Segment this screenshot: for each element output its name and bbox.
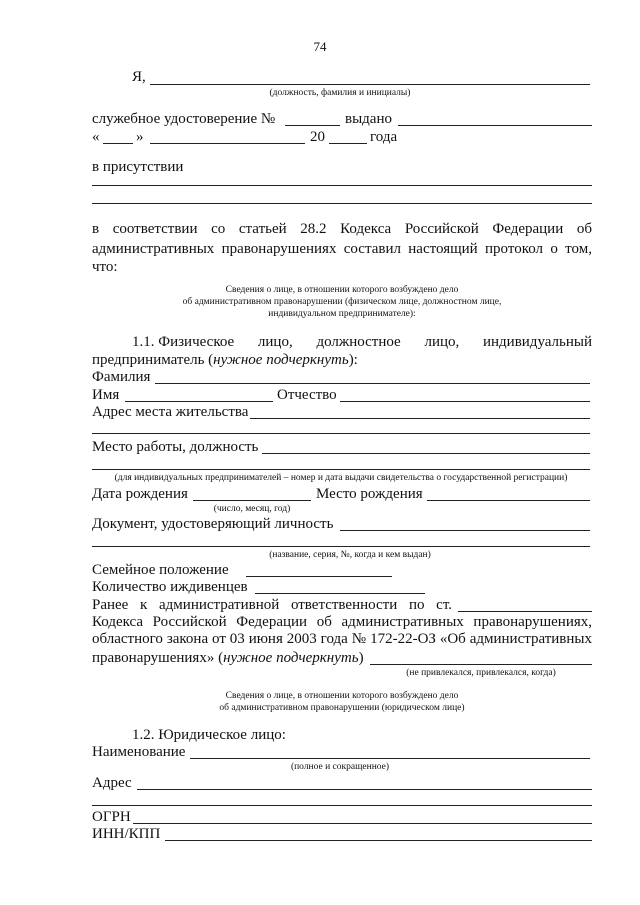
issued-label: выдано xyxy=(345,111,392,127)
legal-header-line-2: об административном правонарушении (юридическом лице) xyxy=(219,703,465,713)
heading-word: 1.1. Физическое xyxy=(132,334,235,350)
section-1-2-title: 1.2. Юридическое лицо: xyxy=(132,727,286,743)
naming-caption: (полное и сокращенное) xyxy=(290,762,390,772)
birth-date-line[interactable] xyxy=(193,500,311,501)
patronymic-label: Отчество xyxy=(277,387,337,403)
close-quote: » xyxy=(136,129,144,145)
law-end-text: правонарушениях» ( xyxy=(92,650,224,666)
prior-word: по xyxy=(408,597,425,613)
dependents-line[interactable] xyxy=(255,593,425,594)
intro-line-3: что: xyxy=(92,259,118,275)
ogrn-line[interactable] xyxy=(133,823,592,824)
birth-place-line[interactable] xyxy=(427,500,590,501)
section-1-1-heading xyxy=(132,333,592,351)
work-line-1[interactable] xyxy=(262,453,590,454)
prior-liability-field[interactable] xyxy=(370,664,592,665)
year-label: года xyxy=(370,129,398,145)
prior-word: административной xyxy=(159,597,280,613)
heading-word: должностное xyxy=(316,334,401,350)
dependents-label: Количество иждивенцев xyxy=(92,579,248,595)
prior-word: ст. xyxy=(436,597,452,613)
officer-field-line[interactable] xyxy=(150,84,590,85)
id-caption: (название, серия, №, когда и кем выдан) xyxy=(269,550,431,560)
ya-label: Я, xyxy=(132,69,146,85)
kodeks-line: Кодекса Российской Федерации об административных правонарушениях, xyxy=(92,614,592,630)
subheading-text: предприниматель ( xyxy=(92,352,214,368)
issued-by-line[interactable] xyxy=(398,125,592,126)
heading-word: лицо, xyxy=(257,334,293,350)
prior-word: Ранее xyxy=(92,597,129,613)
ip-caption: (для индивидуальных предпринимателей – номер и дата выдачи свидетельства о государственной регистрации) xyxy=(114,473,568,483)
law-line: областного закона от 03 июня 2003 года № 172-22-ОЗ «Об административных xyxy=(92,631,592,647)
inn-label: ИНН/КПП xyxy=(92,826,161,842)
patronymic-line[interactable] xyxy=(340,401,590,402)
section-1-1-subheading xyxy=(92,351,358,369)
cert-label: служебное удостоверение № xyxy=(92,111,276,127)
work-line-2[interactable] xyxy=(92,469,590,470)
year-line[interactable] xyxy=(329,143,367,144)
law-end xyxy=(92,649,364,667)
heading-word: индивидуальный xyxy=(482,334,592,350)
surname-line[interactable] xyxy=(155,383,590,384)
subheading-italic: нужное подчеркнуть xyxy=(213,352,349,368)
date-caption: (число, месяц, год) xyxy=(213,504,291,514)
family-label: Семейное положение xyxy=(92,562,229,578)
legal-address-line-1[interactable] xyxy=(137,789,592,790)
heading-word: лицо, xyxy=(424,334,460,350)
naming-line[interactable] xyxy=(190,758,590,759)
legal-address-line-2[interactable] xyxy=(92,805,592,806)
open-quote: « xyxy=(92,129,100,145)
year-prefix: 20 xyxy=(310,129,325,145)
day-line[interactable] xyxy=(103,143,133,144)
presence-label: в присутствии xyxy=(92,159,184,175)
prior-caption: (не привлекался, привлекался, когда) xyxy=(406,668,556,678)
id-doc-line-1[interactable] xyxy=(340,530,590,531)
intro-line-1: в соответствии со статьей 28.2 Кодекса Российской Федерации об xyxy=(92,221,592,237)
person-header-line-1: Сведения о лице, в отношении которого возбуждено дело xyxy=(225,285,459,295)
work-label: Место работы, должность xyxy=(92,439,259,455)
month-line[interactable] xyxy=(150,143,305,144)
prior-word: ответственности xyxy=(290,597,398,613)
birth-place-label: Место рождения xyxy=(316,486,423,502)
id-doc-line-2[interactable] xyxy=(92,546,590,547)
legal-address-label: Адрес xyxy=(92,775,132,791)
legal-header-line-1: Сведения о лице, в отношении которого возбуждено дело xyxy=(225,691,459,701)
id-doc-label: Документ, удостоверяющий личность xyxy=(92,516,334,532)
naming-label: Наименование xyxy=(92,744,186,760)
birth-date-label: Дата рождения xyxy=(92,486,188,502)
law-end-italic: нужное подчеркнуть xyxy=(223,650,359,666)
presence-line-1[interactable] xyxy=(92,185,592,186)
officer-field-caption: (должность, фамилия и инициалы) xyxy=(269,88,411,98)
person-header-line-2: об административном правонарушении (физическом лице, должностном лице, xyxy=(182,297,502,307)
presence-line-2[interactable] xyxy=(92,203,592,204)
inn-line[interactable] xyxy=(165,840,592,841)
address-line-1[interactable] xyxy=(250,418,590,419)
address-line-2[interactable] xyxy=(92,433,590,434)
surname-label: Фамилия xyxy=(92,369,151,385)
address-label: Адрес места жительства xyxy=(92,404,249,420)
law-end-close: ) xyxy=(358,650,364,666)
prior-word: к xyxy=(140,597,148,613)
page-number: 74 xyxy=(313,39,327,54)
intro-line-2: административных правонарушениях составил настоящий протокол о том, xyxy=(92,241,592,257)
cert-number-line[interactable] xyxy=(285,125,340,126)
person-header-line-3: индивидуальном предпринимателе): xyxy=(268,309,416,319)
name-line[interactable] xyxy=(125,401,273,402)
name-label: Имя xyxy=(92,387,120,403)
family-line[interactable] xyxy=(246,576,392,577)
ogrn-label: ОГРН xyxy=(92,809,131,825)
subheading-end: ): xyxy=(348,352,358,368)
